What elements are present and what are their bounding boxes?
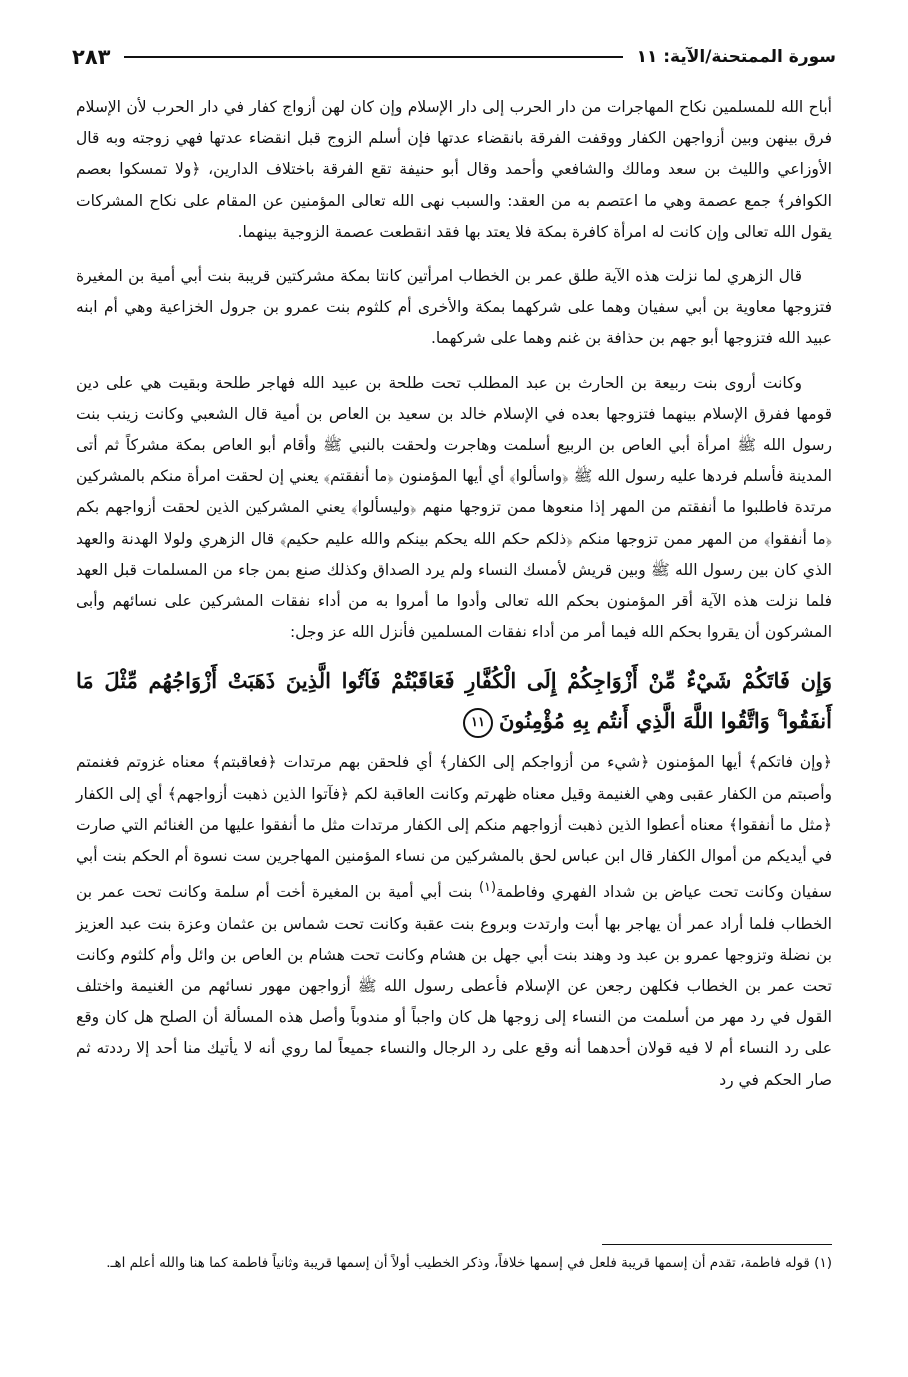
paragraph-4-continuation: بنت أبي أمية بن المغيرة أخت أم سلمة وكانت تحت عمر بن الخطاب فلما أراد عمر أن يهاجر بها أبت وارتدت وبروع بنت عقبة وكانت تحت شماس بن عثمان وعزة بنت عبد العزيز بن نضلة وتزوجها عمرو بن عبد ود وهند بنت أبي جهل بن هشام وكانت تحت هشام بن العاص بن وائل وأم كلثوم وكانت تحت عمر بن الخطاب فكلهن رجعن عن الإسلام فأعطى رسول الله ﷺ أزواجهن مهور نسائهم من الغنيمة واختلف القول في رد مهر من أسلمت من النساء إلى زوجها هل كان واجباً أو مندوباً وأصل هذه المسألة أن الصلح هل كان وقع على رد النساء أم لا فيه قولان أحدهما أنه وقع على رد الرجال والنساء جميعاً لما روي أنه لا يأتيك منا أحد إلا رددته ثم صار الحكم في رد (76, 883, 832, 1089)
ayah-number-marker: ١١ (463, 708, 493, 738)
paragraph-4 (76, 747, 832, 1095)
verse-text: وَإِن فَاتَكُمْ شَيْءٌ مِّنْ أَزْوَاجِكُمْ إِلَى الْكُفَّارِ فَعَاقَبْتُمْ فَآتُوا الَّذِينَ ذَهَبَتْ أَزْوَاجُهُم مِّثْلَ مَا أَنفَقُوا ۚ وَاتَّقُوا اللَّهَ الَّذِي أَنتُم بِهِ مُؤْمِنُونَ (76, 668, 832, 734)
header-rule (124, 56, 622, 58)
page-number: ٢٨٣ (72, 45, 111, 69)
quran-verse (76, 661, 832, 741)
surah-label: سورة الممتحنة/الآية: ١١ (636, 47, 836, 67)
paragraph-4-text: ﴿وإن فاتكم﴾ أيها المؤمنون ﴿شيء من أزواجكم إلى الكفار﴾ أي فلحقن بهم مرتدات ﴿فعاقبتم﴾ معناه غزوتم فغنمتم وأصبتم من الكفار عقبى وهي الغنيمة وقيل معناه ظهرتم وكانت العاقبة لكم ﴿فآتوا الذين ذهبت أزواجهم﴾ أي إلى الكفار ﴿مثل ما أنفقوا﴾ معناه أعطوا الذين ذهبت أزواجهم منكم إلى الكفار مرتدات مثل ما أنفقوا عليها من الغنائم التي صارت في أيديكم من أموال الكفار قال ابن عباس لحق بالمشركين من نساء المؤمنين المهاجرين ست نسوة أم الحكم بنت أبي سفيان وكانت تحت عياض بن شداد الفهري وفاطمة (76, 753, 832, 902)
paragraph-1: أباح الله للمسلمين نكاح المهاجرات من دار الحرب إلى دار الإسلام وإن كان لهن أزواج كفار في دار الحرب لأن الإسلام فرق بينهن وبين أزواجهن الكفار ووقفت الفرقة بانقضاء عدتها فإن أسلم الزوج قبل انقضاء عدتها فهي زوجته وبه قال الأوزاعي والليث بن سعد ومالك والشافعي وأحمد وقال أبو حنيفة تقع الفرقة باختلاف الدارين، ﴿ولا تمسكوا بعصم الكوافر﴾ جمع عصمة وهي ما اعتصم به من العقد: والسبب نهى الله تعالى المؤمنين عن المقام على نكاح المشركات يقول الله تعالى وإن كانت له امرأة كافرة بمكة فلا يعتد بها فقد انقطعت عصمة الزوجية بينهما. (76, 98, 832, 241)
paragraph-3: وكانت أروى بنت ربيعة بن الحارث بن عبد المطلب تحت طلحة بن عبيد الله فهاجر طلحة وبقيت هي على دين قومها ففرق الإسلام بينهما فتزوجها بعده في الإسلام خالد بن سعيد بن العاص بن أمية قال الشعبي وكانت زينب بنت رسول الله ﷺ امرأة أبي العاص بن الربيع أسلمت وهاجرت ولحقت بالنبي ﷺ وأقام أبو العاص بمكة مشركاً ثم أتى المدينة فأسلم فردها عليه رسول الله ﷺ ﴿واسألوا﴾ أي أيها المؤمنون ﴿ما أنفقتم﴾ يعني إن لحقت امرأة منكم بالمشركين مرتدة فاطلبوا ما أنفقتم من المهر إذا منعوها ممن تزوجها منهم ﴿وليسألوا﴾ يعني المشركين الذين لحقت أزواجهم بكم ﴿ما أنفقوا﴾ من المهر ممن تزوجها منكم ﴿ذلكم حكم الله يحكم بينكم والله عليم حكيم﴾ قال الزهري ولولا الهدنة والعهد الذي كان بين رسول الله ﷺ وبين قريش لأمسك النساء ولم يرد الصداق وكذلك صنع بمن جاء من المسلمات قبل العهد فلما نزلت هذه الآية أقر المؤمنون بحكم الله تعالى وأدوا ما أمروا به من أداء نفقات المشركين على نسائهم وأبى المشركون أن يقروا بحكم الله فيما أمر من أداء نفقات المسلمين فأنزل الله عز وجل: (76, 373, 832, 642)
footnote-reference: (١) (478, 880, 497, 896)
page-header (72, 40, 836, 74)
paragraph-2: قال الزهري لما نزلت هذه الآية طلق عمر بن الخطاب امرأتين كانتا بمكة مشركتين قريبة بنت أبي أمية بن المغيرة فتزوجها معاوية بن أبي سفيان وهما على شركهما بمكة والأخرى أم كلثوم بنت عمرو بن جرول الخزاعية وهي أم ابنه عبيد الله فتزوجها أبو جهم بن حذافة بن غنم وهما على شركهما. (76, 267, 832, 348)
page-body (76, 92, 832, 1109)
footnote-divider (602, 1244, 832, 1245)
footnote: (١) قوله فاطمة، تقدم أن إسمها قريبة فلعل في إسمها خلافاً، وذكر الخطيب أولاً أن إسمها قريبة وثانياً فاطمة كما هنا والله أعلم اهـ. (106, 1255, 832, 1271)
